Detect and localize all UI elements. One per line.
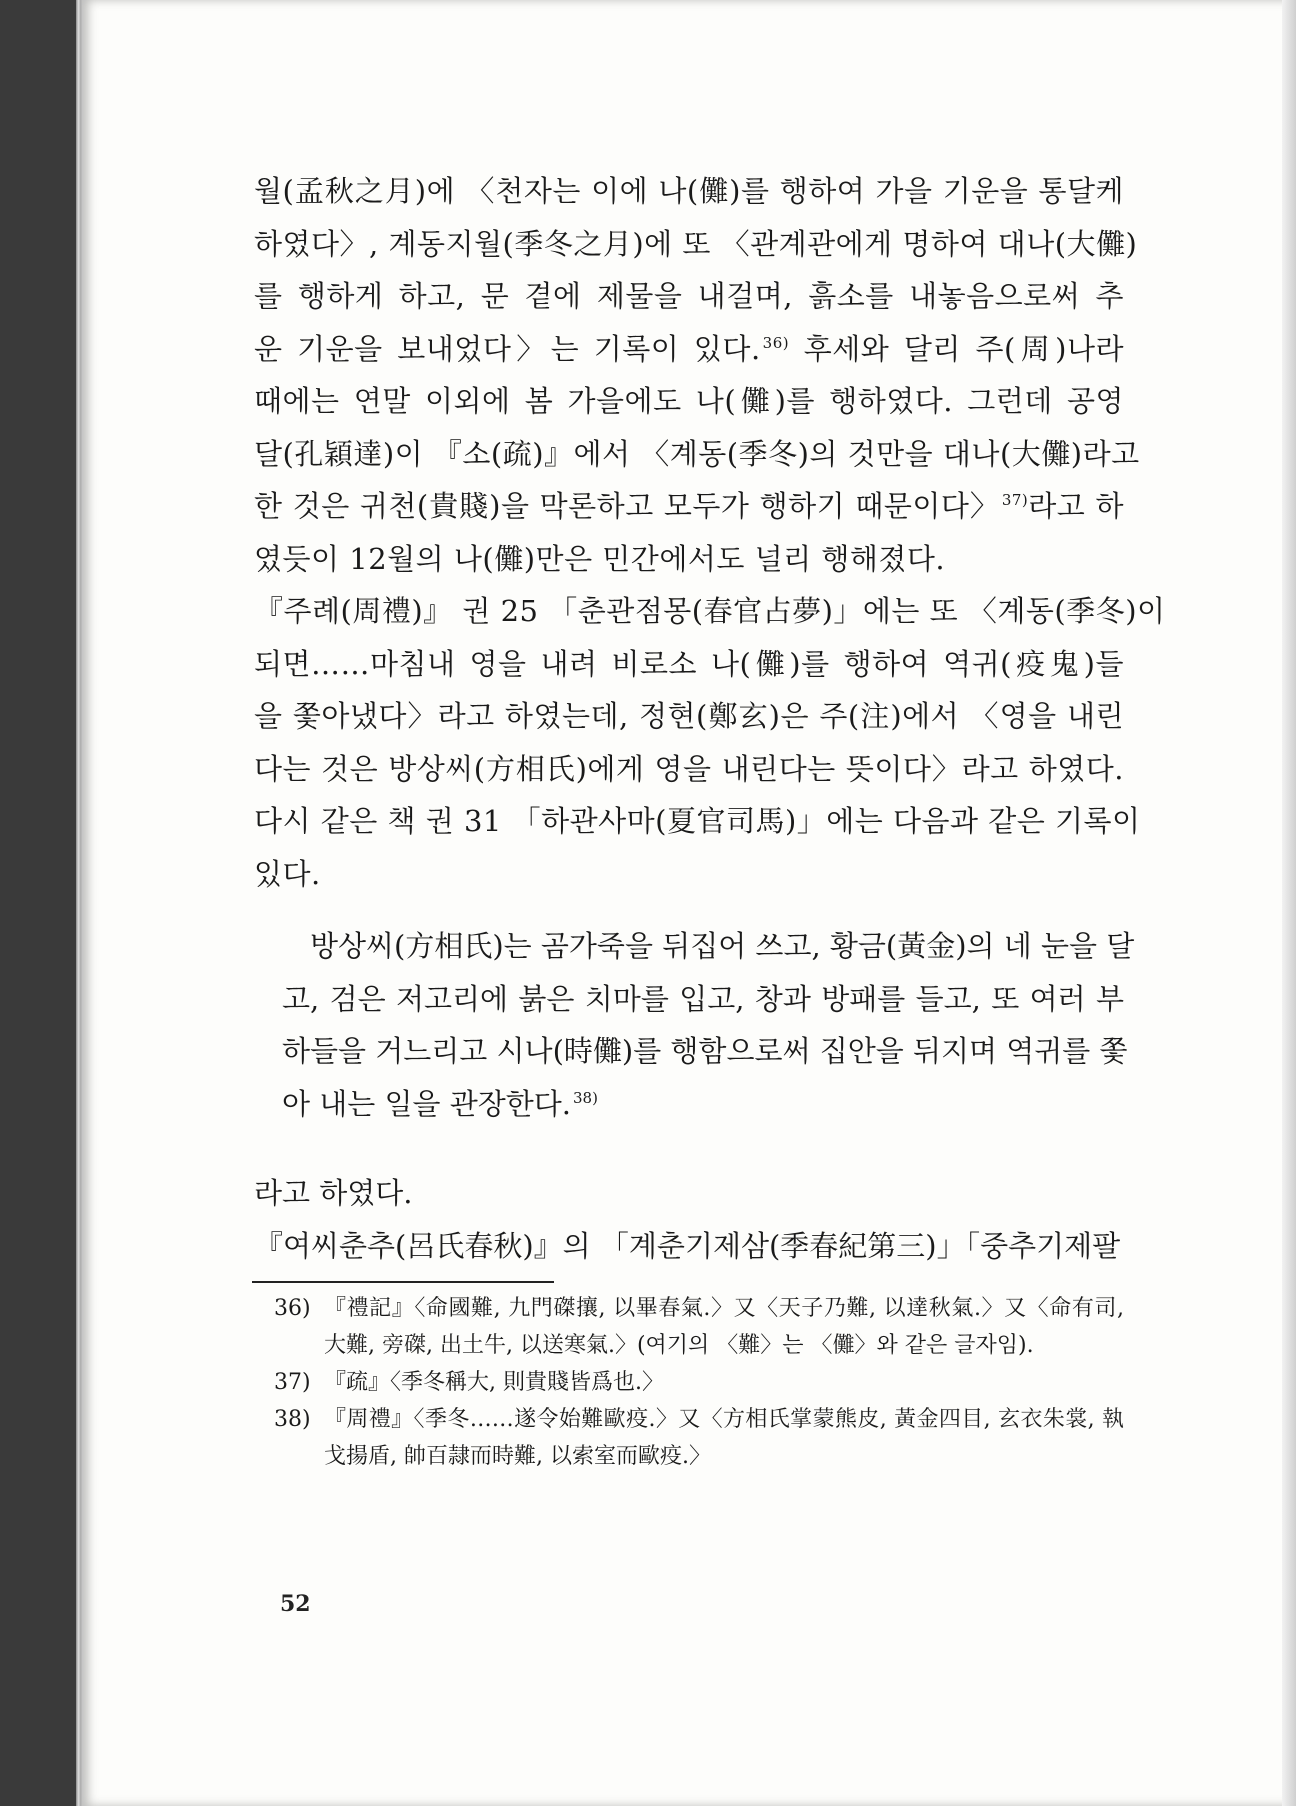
quote-line: 방상씨(方相氏)는 곰가죽을 뒤집어 쓰고, 황금(黃金)의 네 눈을 달 [310,929,1135,963]
footnote-ref-38: 38) [573,1088,598,1107]
text-line: 라고 하였다. [254,1176,413,1210]
text-line: 다는 것은 방상씨(方相氏)에게 영을 내린다는 뜻이다〉라고 하였다. [254,751,1124,786]
page-number: 52 [280,1591,311,1617]
text-line: 달(孔穎達)이 『소(疏)』에서 〈계동(季冬)의 것만을 대나(大儺)라고 [254,436,1140,471]
text-fragment: 아 내는 일을 관장한다. [282,1086,571,1121]
footnote-text: 『疏』〈季冬稱大, 則貴賤皆爲也.〉 [324,1370,664,1395]
footnote-38 [274,1401,1124,1475]
text-line: 때에는 연말 이외에 봄 가을에도 나(儺)를 행하였다. 그런데 공영 [254,384,1124,418]
main-text [254,165,1166,900]
footnotes [274,1290,1124,1475]
footnote-text: 『周禮』〈季冬……遂令始難歐疫.〉又〈方相氏掌蒙熊皮, 黃金四目, 玄衣朱裳, 執戈揚盾, 帥百隷而時難, 以索室而歐疫.〉 [324,1407,1124,1469]
text-fragment: 한 것은 귀천(貴賤)을 막론하고 모두가 행하기 때문이다〉 [254,489,1000,523]
text-line: 였듯이 12월의 나(儺)만은 민간에서도 널리 행해졌다. [254,541,946,576]
text-line: 『주례(周禮)』 권 25 「춘관점몽(春官占夢)」에는 또 〈계동(季冬)이 [254,594,1166,628]
quote-line: 고, 검은 저고리에 붉은 치마를 입고, 창과 방패를 들고, 또 여러 부 [282,981,1124,1016]
text-fragment: 운 기운을 보내었다〉는 기록이 있다. [254,331,761,366]
text-fragment: 후세와 달리 주(周)나라 [803,331,1125,366]
text-line: 『여씨춘추(呂氏春秋)』의 「계춘기제삼(季春紀第三)」「중추기제팔 [254,1228,1121,1263]
text-line: 를 행하게 하고, 문 곁에 제물을 내걸며, 흙소를 내놓음으로써 추 [254,279,1124,313]
quote-line: 하들을 거느리고 시나(時儺)를 행함으로써 집안을 뒤지며 역귀를 쫓 [282,1034,1128,1068]
text-fragment: 라고 하 [1028,489,1125,523]
footnote-divider [252,1281,554,1283]
footnote-text: 『禮記』〈命國難, 九門磔攘, 以畢春氣.〉又〈天子乃難, 以達秋氣.〉又〈命有司, 大難, 旁磔, 出土牛, 以送寒氣.〉(여기의 〈難〉는 〈儺〉와 같은 글자임). [324,1296,1124,1358]
footnote-number: 38) [274,1407,311,1432]
text-line [254,480,1124,533]
text-line: 하였다〉, 계동지월(季冬之月)에 또 〈관계관에게 명하여 대나(大儺) [254,226,1138,261]
quote-line [282,1078,1124,1131]
text-line [254,323,1124,376]
footnote-36 [274,1290,1124,1364]
text-line: 되면……마침내 영을 내려 비로소 나(儺)를 행하여 역귀(疫鬼)들 [254,646,1124,681]
block-quote [282,920,1135,1130]
footnote-number: 36) [274,1296,311,1321]
footnote-ref-37: 37) [1001,491,1029,510]
footnote-ref-36: 36) [762,333,790,352]
text-line: 다시 같은 책 권 31 「하관사마(夏官司馬)」에는 다음과 같은 기록이 [254,804,1141,838]
footnote-37 [274,1364,1124,1401]
text-line: 월(孟秋之月)에 〈천자는 이에 나(儺)를 행하여 가을 기운을 통달케 [254,174,1124,208]
footnote-number: 37) [274,1370,311,1395]
continuation-text [254,1167,1124,1272]
page-right-edge [1282,0,1296,1806]
text-line: 있다. [254,856,321,891]
text-line: 을 쫓아냈다〉라고 하였는데, 정현(鄭玄)은 주(注)에서 〈영을 내린 [254,699,1124,733]
